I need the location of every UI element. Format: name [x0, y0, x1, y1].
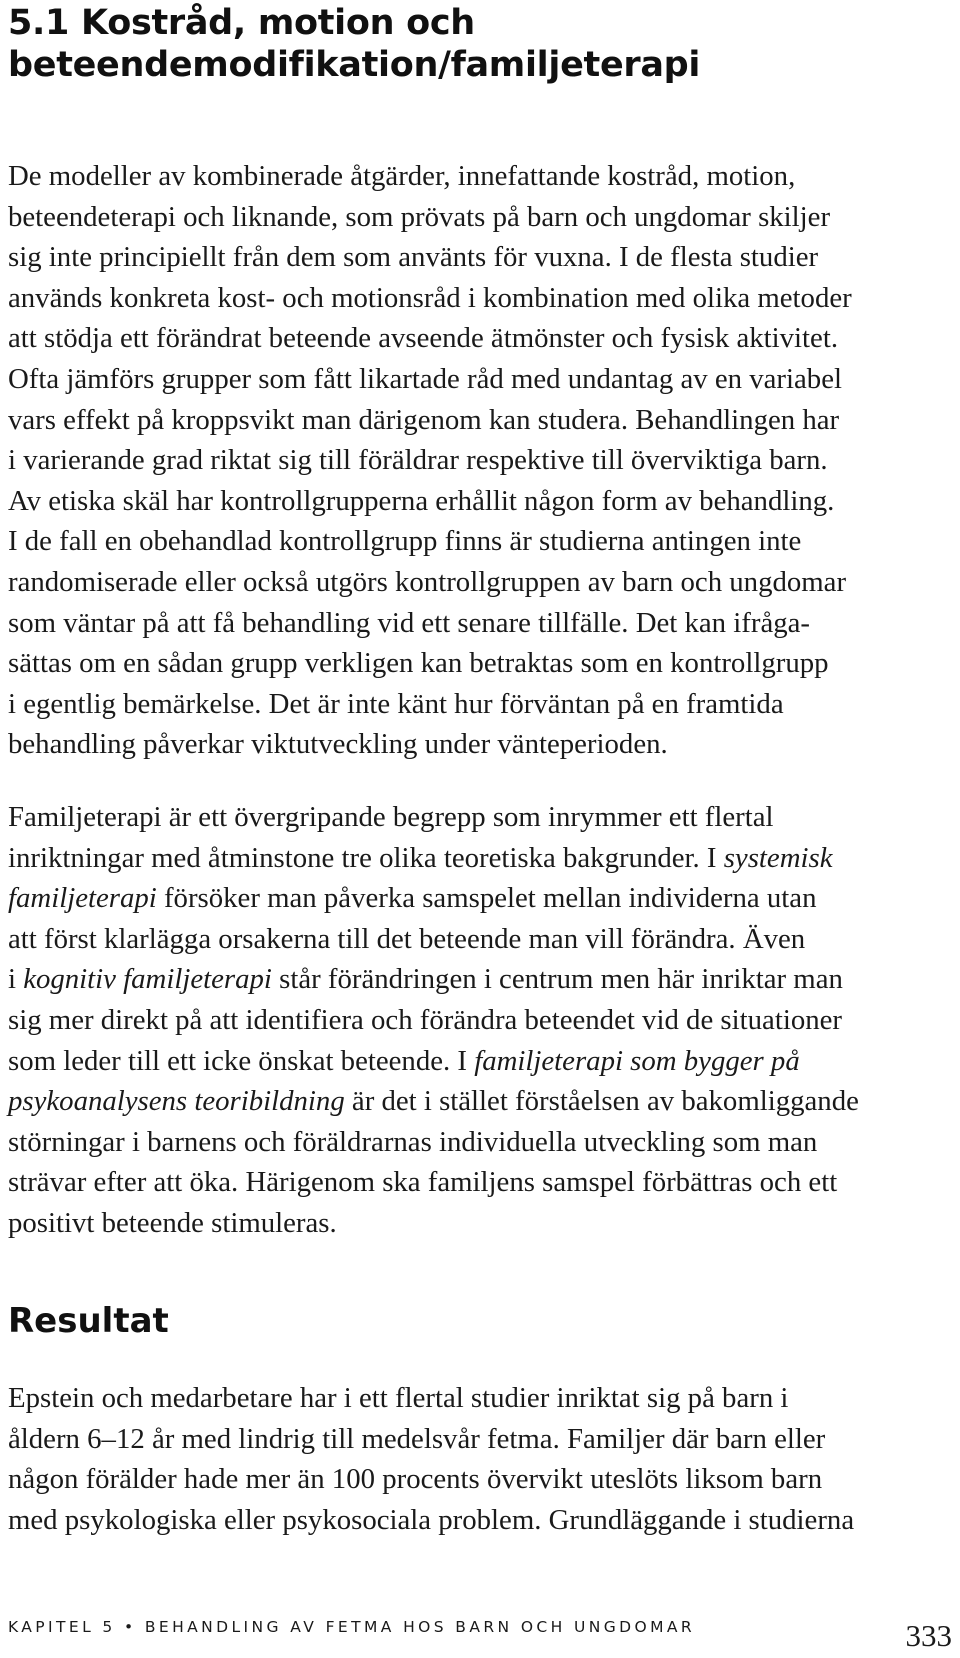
emphasis-term: systemisk [723, 841, 833, 874]
text-run: försöker man påverka samspelet mellan individerna utan [156, 882, 817, 915]
section-title-line-2: beteendemodifikation/familjeterapi [8, 45, 701, 85]
text-line: vars effekt på kroppsvikt man därigenom kan studera. Behandlingen har [8, 403, 840, 436]
text-line: beteendeterapi och liknande, som prövats på barn och ungdomar skiljer [8, 200, 831, 233]
emphasis-term: kognitiv familjeterapi [23, 963, 272, 996]
text-line: i varierande grad riktat sig till föräldrar respektive till överviktiga barn. [8, 444, 828, 477]
text-run: strävar efter att öka. Härigenom ska familjens samspel förbättras och ett [8, 1166, 838, 1199]
emphasis-term: psykoanalysens teoribildning [8, 1085, 345, 1118]
page-number: 333 [905, 1618, 952, 1653]
text-line: i egentlig bemärkelse. Det är inte känt hur förväntan på en framtida [8, 687, 784, 720]
text-line: Ofta jämförs grupper som fått likartade råd med undantag av en variabel [8, 362, 842, 395]
chapter-running-footer: KAPITEL 5 • BEHANDLING AV FETMA HOS BARN OCH UNGDOMAR [8, 1618, 696, 1636]
results-heading: Resultat [8, 1301, 169, 1341]
text-line [8, 1081, 859, 1122]
text-run: störningar i barnens och föräldrarnas individuella utveckling som man [8, 1125, 818, 1158]
text-line: någon förälder hade mer än 100 procents övervikt uteslöts liksom barn [8, 1463, 823, 1496]
paragraph-results [8, 1378, 854, 1540]
text-line: randomiserade eller också utgörs kontrollgruppen av barn och ungdomar [8, 565, 847, 598]
text-line: som väntar på att få behandling vid ett senare tillfälle. Det kan ifråga- [8, 606, 810, 639]
text-line [8, 838, 859, 879]
text-run: är det i stället förståelsen av bakomliggande [344, 1085, 859, 1118]
text-line [8, 1122, 859, 1163]
document-page [8, 0, 948, 1536]
text-line: De modeller av kombinerade åtgärder, innefattande kostråd, motion, [8, 160, 796, 192]
text-run: i [8, 963, 24, 996]
text-line: Epstein och medarbetare har i ett flertal studier inriktat sig på barn i [8, 1382, 789, 1414]
text-run: som leder till ett icke önskat beteende. I [8, 1044, 475, 1077]
text-run: positivt beteende stimuleras. [8, 1206, 337, 1239]
text-line [8, 878, 859, 919]
text-line [8, 1000, 859, 1041]
text-line: sig inte principiellt från dem som använts för vuxna. I de flesta studier [8, 241, 819, 274]
text-line: används konkreta kost- och motionsråd i kombination med olika metoder [8, 281, 852, 314]
text-run: sig mer direkt på att identifiera och förändra beteendet vid de situationer [8, 1003, 842, 1036]
text-run: Familjeterapi är ett övergripande begrepp som inrymmer ett flertal [8, 801, 774, 833]
emphasis-term: familjeterapi [8, 882, 157, 915]
text-line: behandling påverkar viktutveckling under vänteperioden. [8, 728, 668, 761]
section-title-line-1: 5.1 Kostråd, motion och [8, 3, 475, 43]
text-run: står förändringen i centrum men här inriktar man [271, 963, 843, 996]
emphasis-term: familjeterapi som bygger på [474, 1044, 800, 1077]
text-line: åldern 6–12 år med lindrig till medelsvår fetma. Familjer där barn eller [8, 1422, 826, 1455]
text-line [8, 1203, 859, 1244]
text-line: I de fall en obehandlad kontrollgrupp finns är studierna antingen inte [8, 525, 802, 558]
text-line [8, 797, 859, 838]
text-line: med psykologiska eller psykosociala problem. Grundläggande i studierna [8, 1503, 855, 1536]
text-line: att stödja ett förändrat beteende avseende ätmönster och fysisk aktivitet. [8, 322, 839, 355]
text-line: Av etiska skäl har kontrollgrupperna erhållit någon form av behandling. [8, 484, 835, 517]
text-line: sättas om en sådan grupp verkligen kan betraktas som en kontrollgrupp [8, 647, 829, 680]
text-line [8, 959, 859, 1000]
text-run: inriktningar med åtminstone tre olika teoretiska bakgrunder. I [8, 841, 724, 874]
text-line [8, 1041, 859, 1082]
paragraph-intro [8, 156, 852, 765]
text-line [8, 919, 859, 960]
page-footer [8, 1608, 952, 1654]
text-run: att först klarlägga orsakerna till det beteende man vill förändra. Även [8, 922, 806, 955]
text-line [8, 1162, 859, 1203]
section-title [8, 0, 948, 86]
paragraph-family-therapy [8, 797, 859, 1244]
